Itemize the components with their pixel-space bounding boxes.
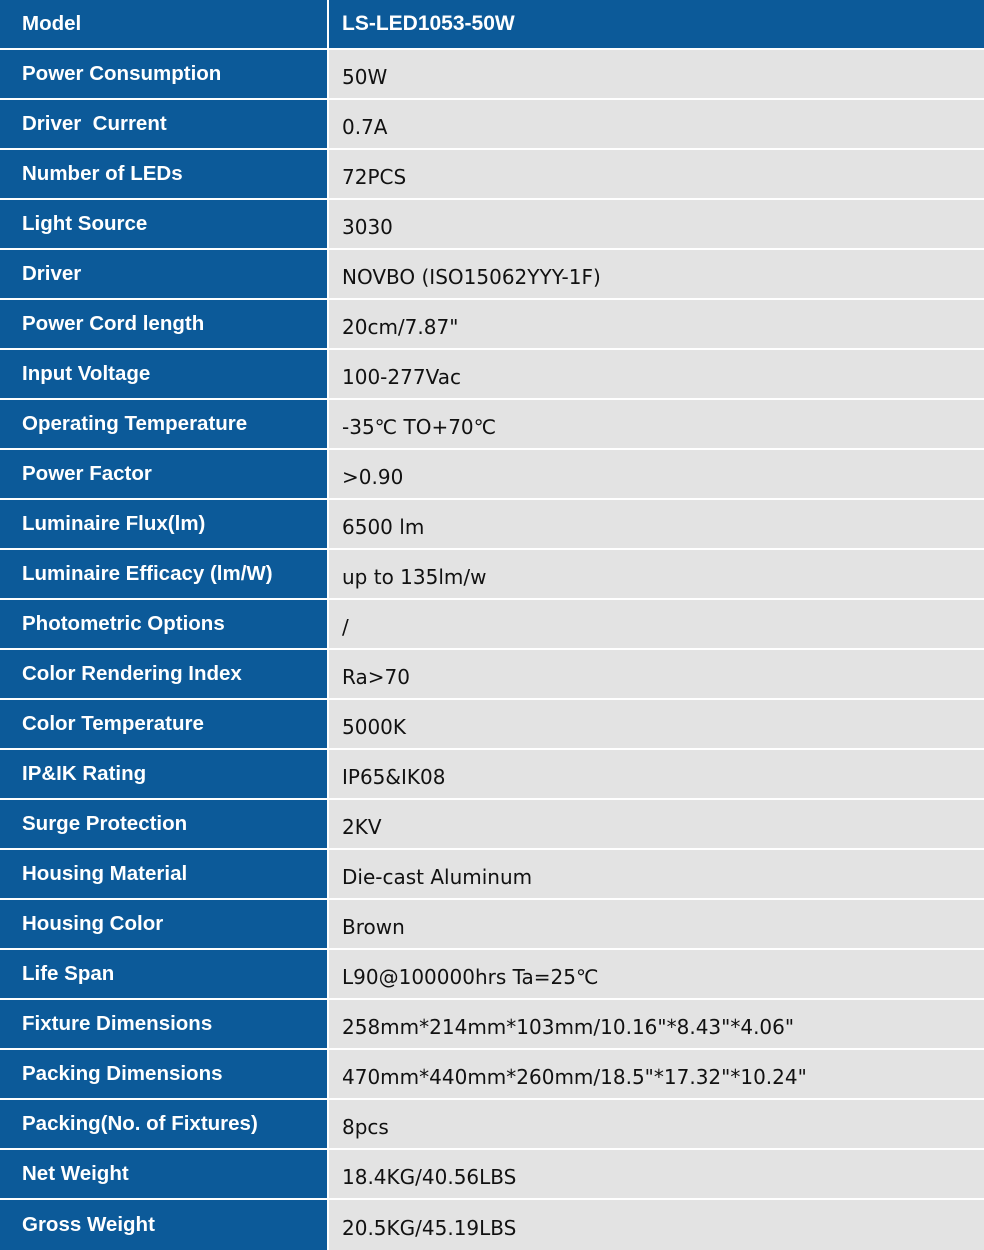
spec-label: Number of LEDs — [0, 150, 327, 200]
spec-label: Surge Protection — [0, 800, 327, 850]
spec-value: 3030 — [327, 200, 984, 250]
spec-value-model: LS-LED1053-50W — [327, 0, 984, 50]
spec-label: Luminaire Flux(lm) — [0, 500, 327, 550]
spec-label: Packing Dimensions — [0, 1050, 327, 1100]
spec-label: Housing Color — [0, 900, 327, 950]
spec-value: 20cm/7.87" — [327, 300, 984, 350]
spec-value: / — [327, 600, 984, 650]
spec-value: 258mm*214mm*103mm/10.16"*8.43"*4.06" — [327, 1000, 984, 1050]
spec-label: Gross Weight — [0, 1200, 327, 1250]
spec-value: L90@100000hrs Ta=25℃ — [327, 950, 984, 1000]
spec-value: 20.5KG/45.19LBS — [327, 1200, 984, 1250]
spec-label: Light Source — [0, 200, 327, 250]
spec-label: Housing Material — [0, 850, 327, 900]
spec-value: -35℃ TO+70℃ — [327, 400, 984, 450]
spec-value: 100-277Vac — [327, 350, 984, 400]
spec-value: 6500 lm — [327, 500, 984, 550]
spec-label: Power Consumption — [0, 50, 327, 100]
spec-value: NOVBO (ISO15062YYY-1F) — [327, 250, 984, 300]
spec-label: Color Rendering Index — [0, 650, 327, 700]
spec-label: Driver — [0, 250, 327, 300]
spec-value: IP65&IK08 — [327, 750, 984, 800]
spec-value: 18.4KG/40.56LBS — [327, 1150, 984, 1200]
spec-value: 8pcs — [327, 1100, 984, 1150]
spec-label: Fixture Dimensions — [0, 1000, 327, 1050]
spec-value: 72PCS — [327, 150, 984, 200]
spec-value: Brown — [327, 900, 984, 950]
spec-value: 0.7A — [327, 100, 984, 150]
spec-label: Power Cord length — [0, 300, 327, 350]
spec-label: Luminaire Efficacy (lm/W) — [0, 550, 327, 600]
spec-value: 2KV — [327, 800, 984, 850]
spec-value: 470mm*440mm*260mm/18.5"*17.32"*10.24" — [327, 1050, 984, 1100]
spec-label: Operating Temperature — [0, 400, 327, 450]
spec-value: up to 135lm/w — [327, 550, 984, 600]
spec-label: Color Temperature — [0, 700, 327, 750]
spec-value: 50W — [327, 50, 984, 100]
spec-value: >0.90 — [327, 450, 984, 500]
spec-value: Die-cast Aluminum — [327, 850, 984, 900]
spec-label: Photometric Options — [0, 600, 327, 650]
spec-label-model: Model — [0, 0, 327, 50]
spec-label: Power Factor — [0, 450, 327, 500]
spec-value: Ra>70 — [327, 650, 984, 700]
spec-label: Net Weight — [0, 1150, 327, 1200]
spec-label: Life Span — [0, 950, 327, 1000]
spec-label: Driver Current — [0, 100, 327, 150]
spec-label: Packing(No. of Fixtures) — [0, 1100, 327, 1150]
spec-value: 5000K — [327, 700, 984, 750]
spec-label: IP&IK Rating — [0, 750, 327, 800]
spec-label: Input Voltage — [0, 350, 327, 400]
